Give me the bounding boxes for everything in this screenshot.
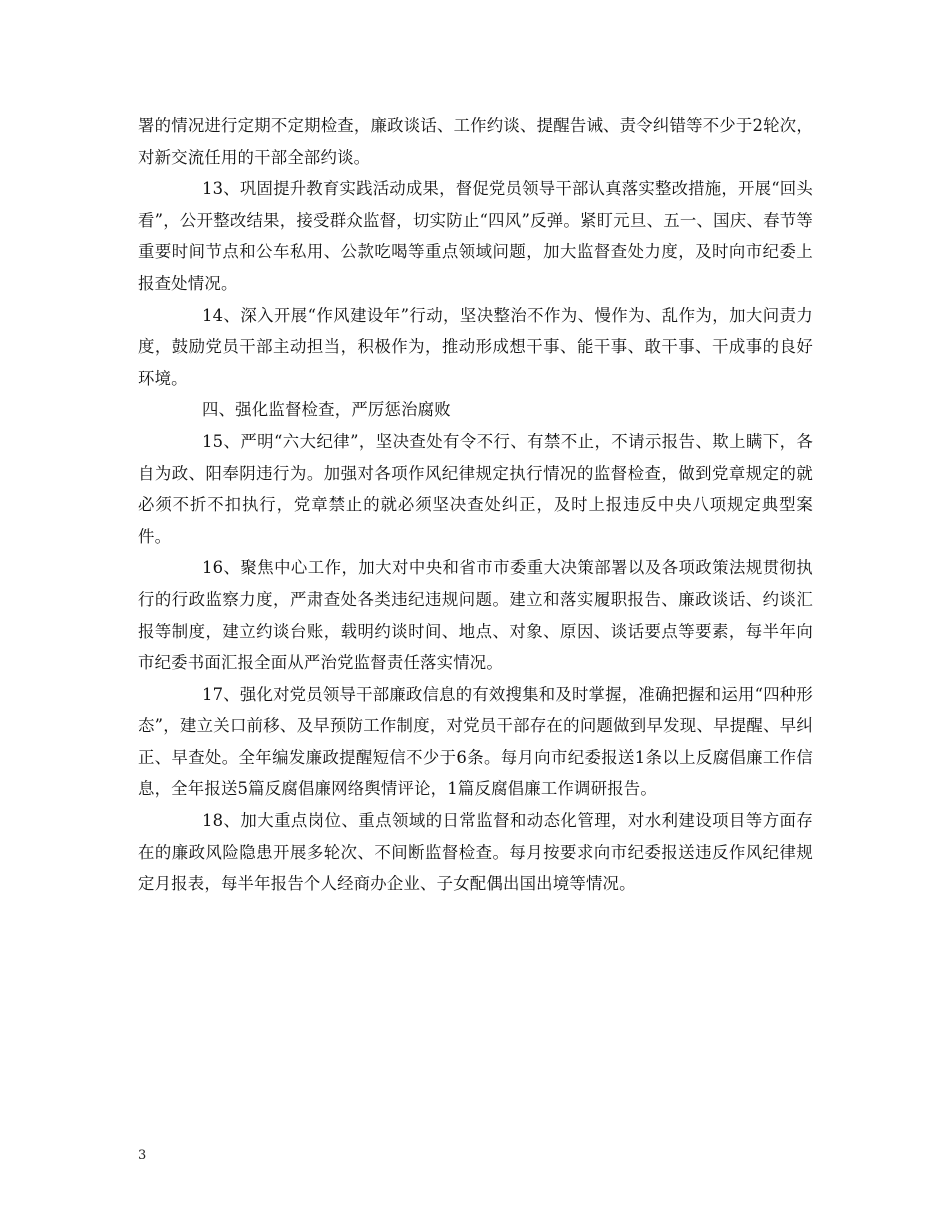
paragraph-3: 14、深入开展“作风建设年”行动，坚决整治不作为、慢作为、乱作为，加大问责力度，鼓励党员干部主动担当，积极作为，推动形成想干事、能干事、敢干事、干成事的良好环境。 (138, 305, 813, 388)
paragraph-6: 16、聚焦中心工作，加大对中央和省市市委重大决策部署以及各项政策法规贯彻执行的行政监察力度，严肃查处各类违纪违规问题。建立和落实履职报告、廉政谈话、约谈汇报等制度，建立约谈台账，载明约谈时间、地点、对象、原因、谈话要点等要素，每半年向市纪委书面汇报全面从严治党监督责任落实情况。 (138, 558, 813, 673)
page-number: 3 (138, 1148, 147, 1163)
section-heading: 四、强化监督检查，严厉惩治腐败 (202, 400, 451, 420)
paragraph-1: 署的情况进行定期不定期检查，廉政谈话、工作约谈、提醒告诫、责令纠错等不少于2轮次，对新交流任用的干部全部约谈。 (138, 116, 813, 167)
paragraph-5: 15、严明“六大纪律”，坚决查处有令不行、有禁不止，不请示报告、欺上瞒下，各自为政、阳奉阴违行为。加强对各项作风纪律规定执行情况的监督检查，做到党章规定的就必须不折不扣执行，党章禁止的就必须坚决查处纠正，及时上报违反中央八项规定典型案件。 (138, 431, 813, 546)
document-body (138, 110, 813, 900)
paragraph-2: 13、巩固提升教育实践活动成果，督促党员领导干部认真落实整改措施，开展“回头看”，公开整改结果，接受群众监督，切实防止“四风”反弹。紧盯元旦、五一、国庆、春节等重要时间节点和公车私用、公款吃喝等重点领域问题，加大监督查处力度，及时向市纪委上报查处情况。 (138, 179, 813, 293)
paragraph-7: 17、强化对党员领导干部廉政信息的有效搜集和及时掌握，准确把握和运用“四种形态”，建立关口前移、及早预防工作制度，对党员干部存在的问题做到早发现、早提醒、早纠正、早查处。全年编发廉政提醒短信不少于6条。每月向市纪委报送1条以上反腐倡廉工作信息，全年报送5篇反腐倡廉网络舆情评论，1篇反腐倡廉工作调研报告。 (138, 684, 813, 799)
paragraph-8: 18、加大重点岗位、重点领域的日常监督和动态化管理，对水利建设项目等方面存在的廉政风险隐患开展多轮次、不间断监督检查。每月按要求向市纪委报送违反作风纪律规定月报表，每半年报告个人经商办企业、子女配偶出国出境等情况。 (138, 811, 813, 894)
